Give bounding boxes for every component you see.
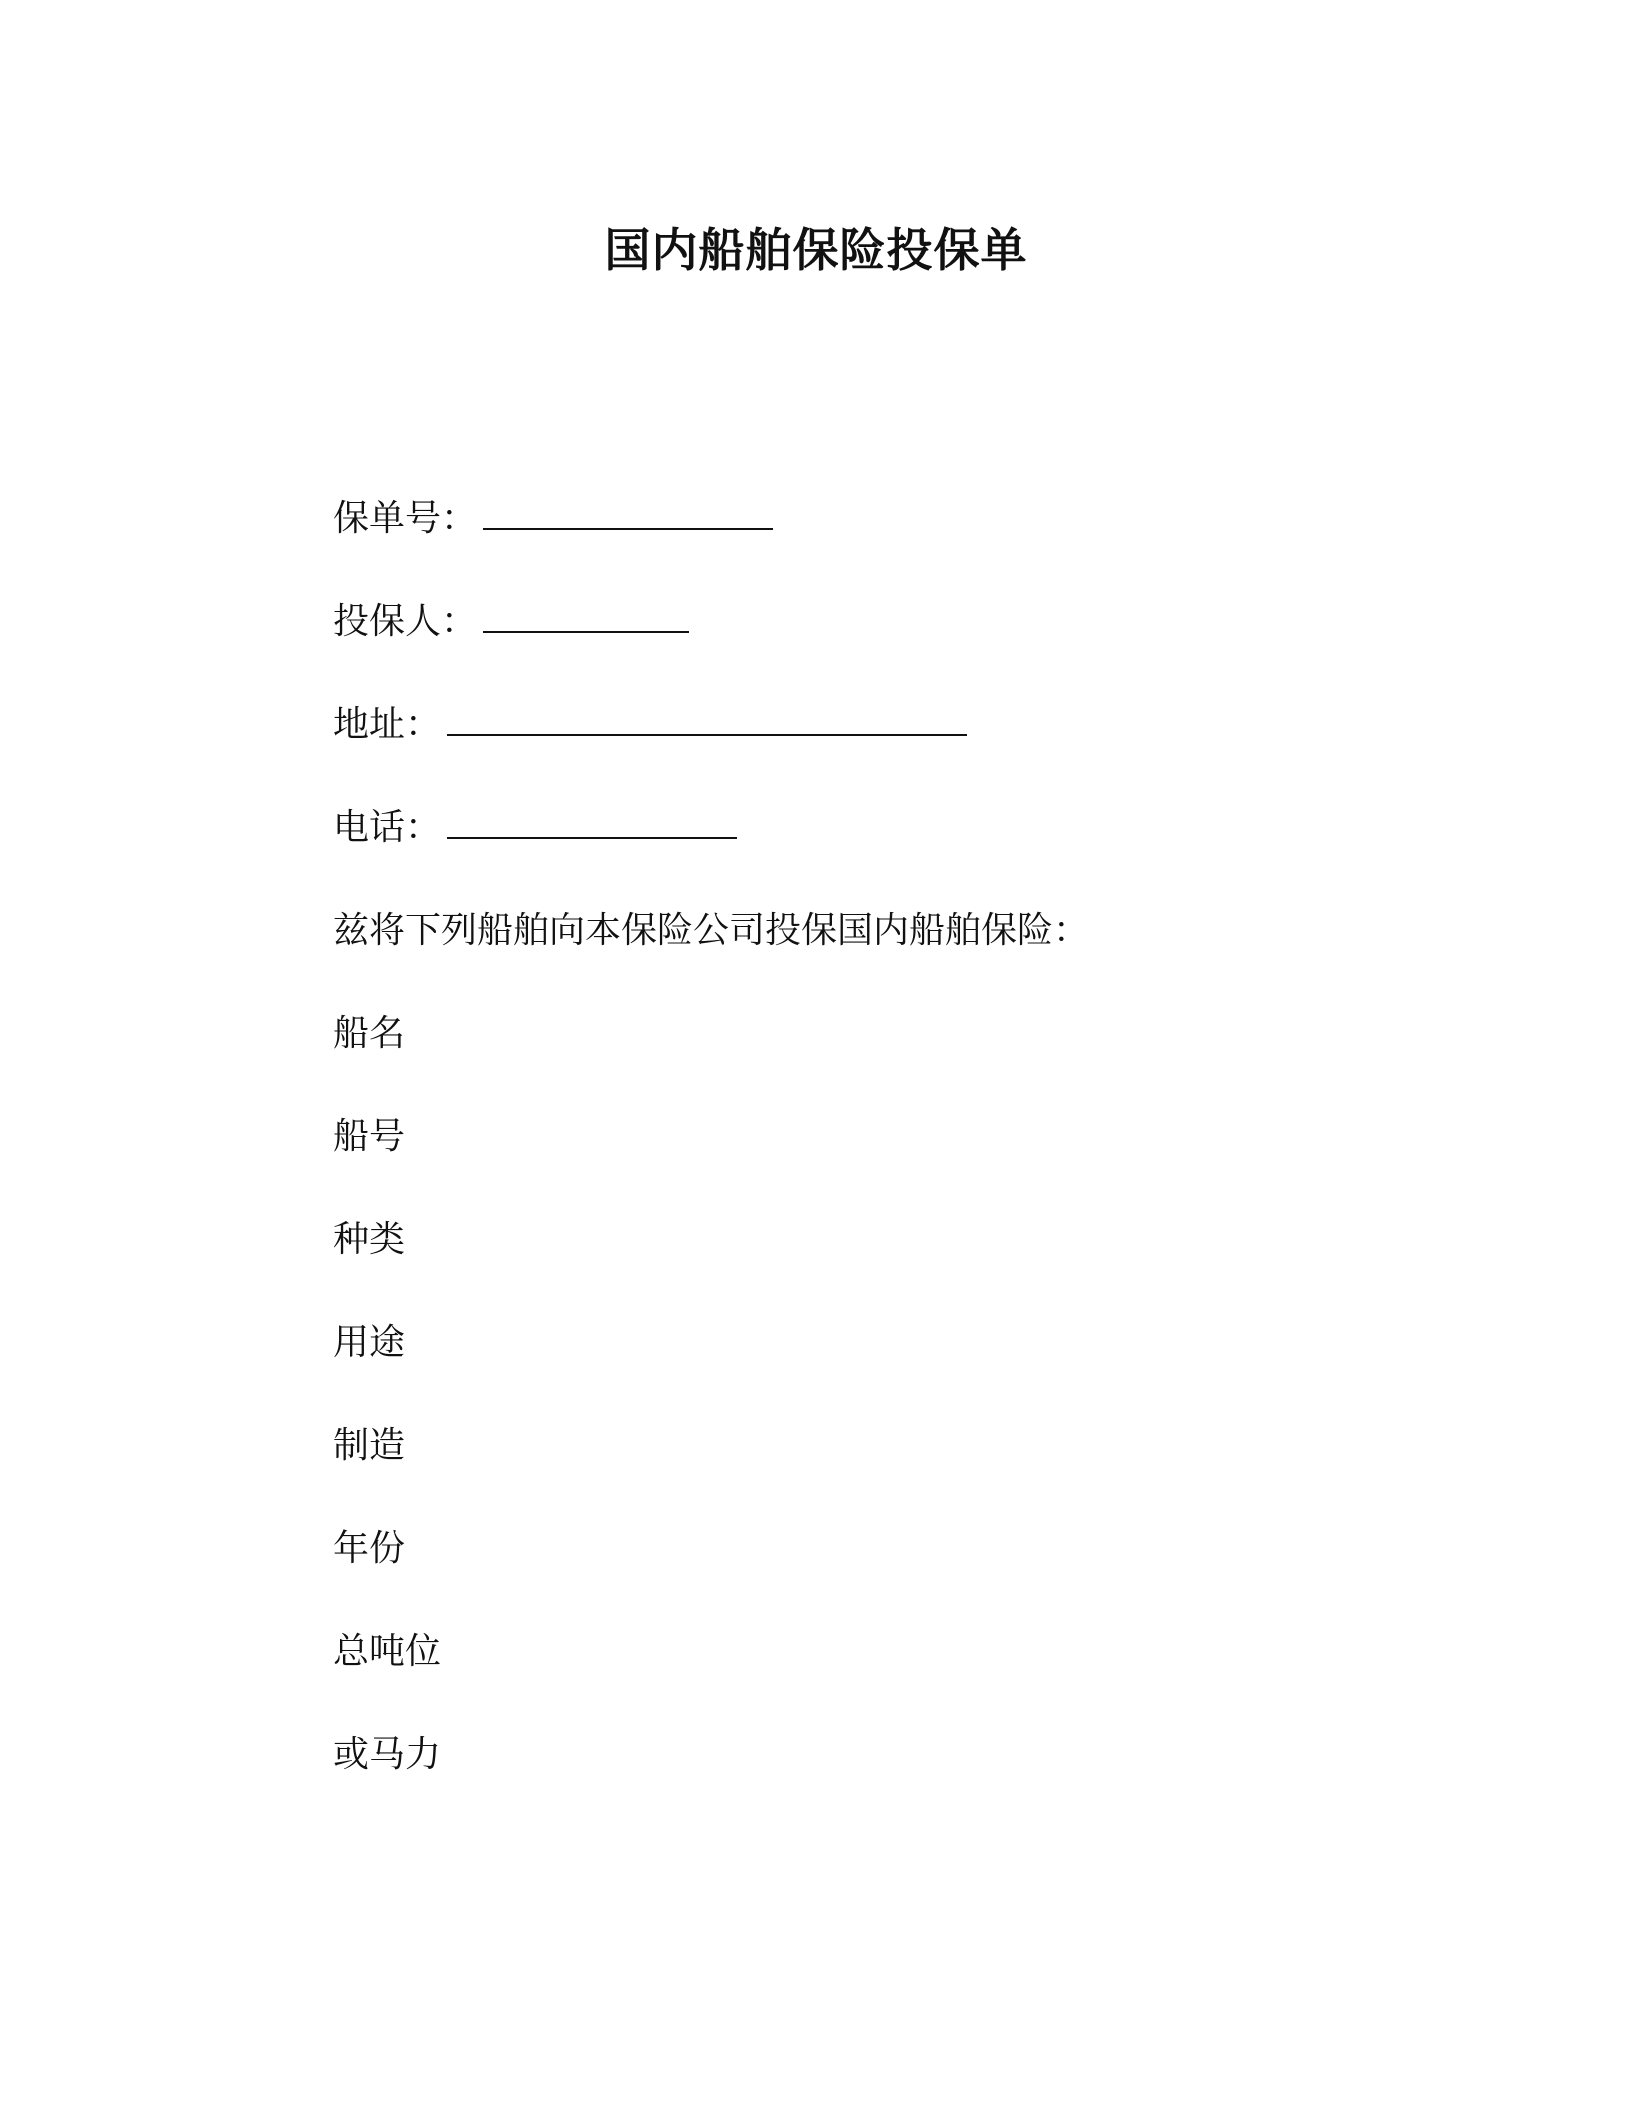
address-row — [333, 703, 967, 747]
horsepower-label: 或马力 — [333, 1734, 442, 1775]
phone-row — [333, 806, 737, 850]
ship-purpose-label: 用途 — [333, 1322, 406, 1363]
document-title: 国内船舶保险投保单 — [604, 223, 1028, 277]
applicant-label: 投保人： — [333, 601, 478, 642]
applicant-blank[interactable] — [483, 601, 689, 633]
insurance-statement: 兹将下列船舶向本保险公司投保国内船舶保险： — [333, 910, 1090, 951]
policy-number-blank[interactable] — [483, 498, 773, 530]
ship-name-label: 船名 — [333, 1013, 406, 1054]
phone-blank[interactable] — [447, 807, 737, 839]
ship-number-label: 船号 — [333, 1116, 406, 1157]
address-blank[interactable] — [447, 704, 967, 736]
gross-tonnage-label: 总吨位 — [333, 1631, 442, 1672]
applicant-row — [333, 600, 689, 644]
address-label: 地址： — [333, 704, 442, 745]
phone-label: 电话： — [333, 807, 442, 848]
year-label: 年份 — [333, 1528, 406, 1569]
policy-number-label: 保单号： — [333, 498, 478, 539]
manufacture-label: 制造 — [333, 1425, 406, 1466]
ship-type-label: 种类 — [333, 1219, 406, 1260]
policy-number-row — [333, 497, 773, 541]
